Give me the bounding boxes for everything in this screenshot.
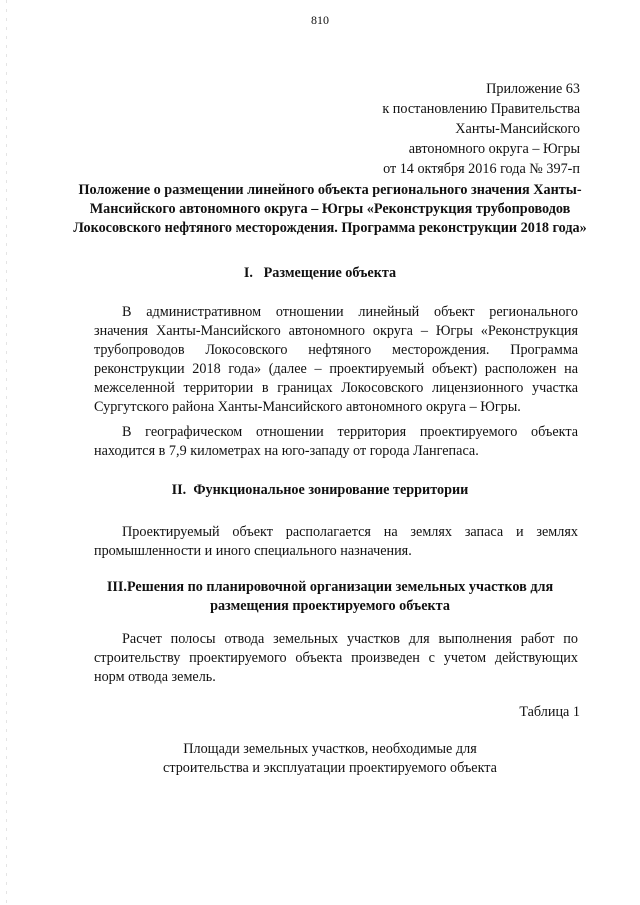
page-number: 810	[311, 13, 329, 27]
paragraph-zoning: Проектируемый объект располагается на землях запаса и землях промышленности и иного специального назначения.	[94, 524, 578, 559]
appendix-line: Ханты-Мансийского	[455, 121, 580, 137]
document-title: Положение о размещении линейного объекта регионального значения Ханты-Мансийского автономного округа – Югры «Реконструкция трубопроводов Локосовского нефтяного месторождения. Программа реконструкции 2018 года»	[73, 182, 587, 236]
appendix-line: автономного округа – Югры	[408, 141, 580, 157]
table-label: Таблица 1	[519, 704, 580, 720]
section-heading-placement: I. Размещение объекта	[243, 265, 397, 281]
paragraph-geographic: В географическом отношении территория проектируемого объекта находится в 7,9 километрах на юго-западу от города Лангепаса.	[94, 424, 578, 459]
appendix-block	[382, 79, 580, 179]
section-heading-planning: III.Решения по планировочной организации земельных участков для размещения проектируемого объекта	[106, 579, 554, 614]
appendix-line: Приложение 63	[486, 81, 580, 97]
paragraph-administrative: В административном отношении линейный объект регионального значения Ханты-Мансийского автономного округа – Югры «Реконструкция трубопроводов Локосовского нефтяного месторождения. Программа реконструкции 2018 года» (далее – проектируемый объект) расположен на межселенной территории в границах Локосовского лицензионного участка Сургутского района Ханты-Мансийского автономного округа – Югры.	[94, 304, 578, 415]
table-caption	[70, 740, 590, 778]
appendix-line: к постановлению Правительства	[382, 101, 580, 117]
table-caption-line: строительства и эксплуатации проектируемого объекта	[163, 760, 497, 776]
appendix-line: от 14 октября 2016 года № 397-п	[383, 161, 580, 177]
section-heading-zoning: II. Функциональное зонирование территории	[171, 482, 469, 498]
scan-edge-artifact	[6, 0, 7, 905]
table-caption-line: Площади земельных участков, необходимые для	[183, 741, 477, 757]
paragraph-planning: Расчет полосы отвода земельных участков для выполнения работ по строительству проектируемого объекта произведен с учетом действующих норм отвода земель.	[94, 631, 578, 685]
